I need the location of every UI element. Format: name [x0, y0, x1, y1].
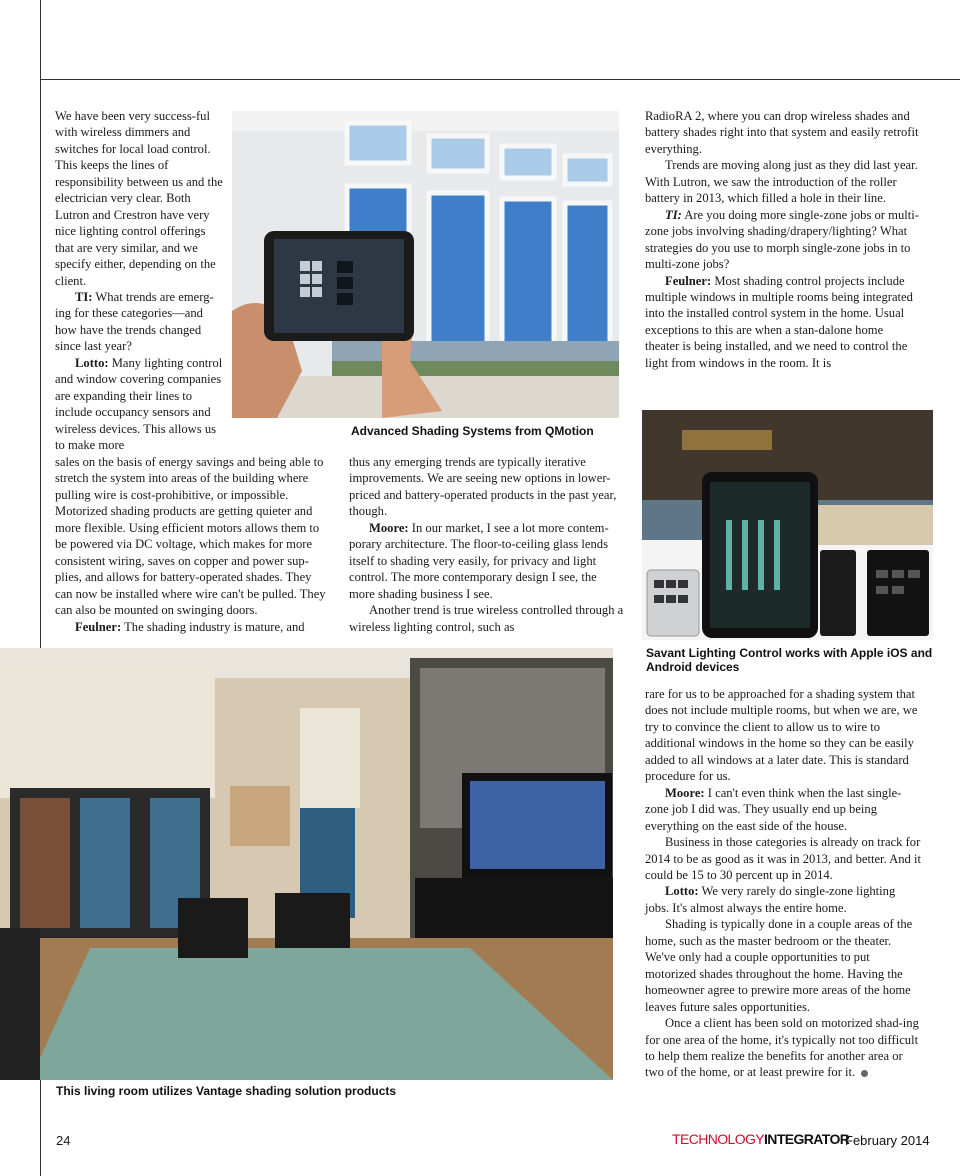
speaker-ti-2: TI:	[665, 207, 682, 222]
savant-caption: Savant Lighting Control works with Apple iOS and Android devices	[646, 646, 933, 674]
col3b-paragraph-5: Shading is typically done in a couple areas of the home, such as the master bedroom or the theater. We've only had a couple opportunities to put motorized shades throughout the home. Having the homeowner agree to prewire more areas of the home leaves future sales opportunities.	[645, 917, 913, 1014]
col1-paragraph-3-text: Many lighting control and window covering companies are expanding their lines to include occupancy sensors and wireless devices. This allows us to make more	[55, 355, 223, 453]
end-bullet-icon	[861, 1070, 868, 1077]
col3-paragraph-3-text: Are you doing more single-zone jobs or multi-zone jobs involving shading/drapery/lighting? What strategies do you use to morph single-zone jobs in to multi-zone jobs?	[645, 207, 919, 272]
col1-paragraph-5	[55, 619, 328, 635]
speaker-feulner: Feulner:	[75, 619, 122, 634]
col3b-paragraph-2	[645, 785, 921, 834]
speaker-moore: Moore:	[369, 520, 409, 535]
col3b-paragraph-6	[645, 1015, 921, 1081]
col3-paragraph-3	[645, 207, 920, 273]
col1-paragraph-4: sales on the basis of energy savings and being able to stretch the system into areas of the building where pulling wire is cost-prohibitive, or impossible. Motorized shading products are getting quieter and more flexible. Using efficient motors allows them to be powered via DC voltage, which makes for more consistent wiring, saves on copper and power sup-plies, and allows for battery-operated shades. They can now be installed where wire can't be pulled. They can also be mounted on swinging doors.	[55, 455, 326, 618]
col1-paragraph-2	[55, 289, 227, 355]
col3b-paragraph-4-text: We very rarely do single-zone lighting jobs. It's almost always the entire home.	[645, 884, 896, 915]
col3-paragraph-4-text: Most shading control projects include multiple windows in multiple rooms being integrated into the installed control system in the home. Usual exceptions to this are when a stan-dalone home theater is being installed, and we need to control the light from windows in the room. It is	[645, 273, 913, 370]
qmotion-photo	[232, 111, 619, 418]
col1-text-wide	[55, 454, 328, 635]
col2-paragraph-2	[349, 520, 625, 602]
vantage-photo	[0, 648, 613, 1080]
speaker-ti: TI:	[75, 289, 93, 304]
col3-paragraph-4	[645, 273, 920, 372]
issue-date: February 2014	[845, 1133, 930, 1148]
speaker-lotto: Lotto:	[75, 355, 109, 370]
col1-paragraph-5-text: The shading industry is mature, and	[121, 619, 305, 634]
col1-text-narrow	[55, 108, 227, 454]
brand-bold: INTEGRATOR	[764, 1131, 850, 1147]
vantage-caption: This living room utilizes Vantage shading solution products	[56, 1084, 397, 1098]
col3b-paragraph-2-text: I can't even think when the last single-zone job I did was. They usually end up being everything on the east side of the house.	[645, 785, 902, 833]
col3b-paragraph-3: Business in those categories is already on track for 2014 to be as good as it was in 2013, and better. And it could be 15 to 30 percent up in 2014.	[645, 835, 921, 882]
col1-paragraph-1: We have been very success-ful with wireless dimmers and switches for local load control. This keeps the lines of responsibility between us and the electrician very clear. Both Lutron and Crestron have very nice lighting control offerings that are very similar, and we specify either, depending on the client.	[55, 109, 223, 288]
savant-photo	[642, 410, 933, 640]
speaker-lotto-2: Lotto:	[665, 884, 699, 899]
speaker-moore-2: Moore:	[665, 785, 705, 800]
magazine-brand	[672, 1131, 849, 1147]
col2-paragraph-1: thus any emerging trends are typically iterative improvements. We are seeing new options in lower-priced and battery-operated products in the past year, though.	[349, 455, 617, 519]
col3-text-top	[645, 108, 920, 371]
page-number: 24	[56, 1133, 71, 1148]
col3-text-bottom	[645, 686, 921, 1081]
col2-paragraph-2-text: In our market, I see a lot more contem-porary architecture. The floor-to-ceiling glass lends itself to shading very easily, for privacy and light control. The more contemporary design I see, the more shading business I see.	[349, 520, 609, 601]
col3b-paragraph-6-text: Once a client has been sold on motorized shad-ing for one area of the home, it's typically not too difficult to help them realize the benefits for another area or two of the home, or at least prewire for it.	[645, 1016, 919, 1080]
qmotion-caption: Advanced Shading Systems from QMotion	[351, 424, 594, 438]
col2-paragraph-3: Another trend is true wireless controlled through a wireless lighting control, such as	[349, 603, 624, 634]
col3-paragraph-1: RadioRA 2, where you can drop wireless shades and battery shades right into that system and easily retrofit everything.	[645, 109, 919, 156]
col2-text	[349, 454, 625, 635]
col3b-paragraph-4	[645, 883, 921, 916]
brand-light: TECHNOLOGY	[672, 1131, 765, 1147]
speaker-feulner-2: Feulner:	[665, 273, 712, 288]
col1-paragraph-2-text: What trends are emerg-ing for these categories—and how have the trends changed since last year?	[55, 289, 214, 354]
header-rule	[40, 79, 960, 80]
col1-paragraph-3	[55, 355, 227, 454]
col3-paragraph-2: Trends are moving along just as they did last year. With Lutron, we saw the introduction of the roller battery in 2013, which filled a hole in their line.	[645, 158, 918, 206]
col3b-paragraph-1: rare for us to be approached for a shading system that does not include multiple rooms, but when we are, we try to convince the client to allow us to wire to additional windows in the home so they can be easily added to all windows at a later date. This is standard procedure for us.	[645, 687, 918, 784]
